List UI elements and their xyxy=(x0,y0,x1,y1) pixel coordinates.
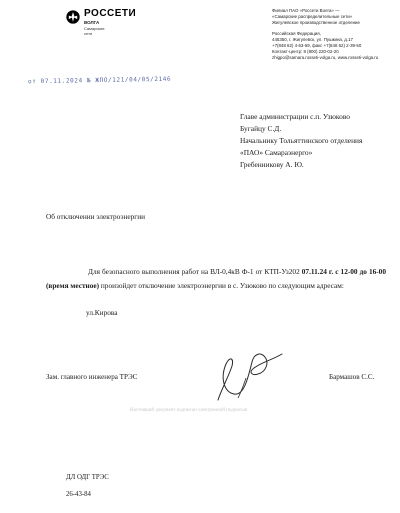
sender-address-line: Российская Федерация, xyxy=(272,30,321,36)
addressee-line: Начальнику Тольяттинского отделения xyxy=(240,136,363,146)
signer-title: Зам. главного инженера ТРЭС xyxy=(46,373,138,381)
footer-department: ДЛ ОДГ ТРЭС xyxy=(66,474,109,481)
faint-text: Настоящий документ подписан электронной подписью xyxy=(130,408,248,413)
footer-phone: 26-43-84 xyxy=(66,491,91,498)
handwritten-signature xyxy=(208,348,286,406)
sender-address-line: 445350, г. Жигулевск, ул. Пушкина, д.17 xyxy=(272,36,353,42)
addressee-line: Гребенникову А. Ю. xyxy=(240,160,304,170)
outage-address: ул.Кирова xyxy=(86,308,118,317)
logo-name: РОССЕТИ xyxy=(84,8,137,19)
rosseti-logo-icon xyxy=(66,10,80,24)
letter-body xyxy=(46,265,386,293)
sender-info xyxy=(272,8,398,62)
addressee-line: Главе администрации с.п. Узюково xyxy=(240,112,350,121)
sender-address-line: +7(848 62) 4-63-59, факс +7(848 62) 2-39-50 xyxy=(272,43,362,49)
body-text-start: Для безопасного выполнения работ на ВЛ-0,4кВ Ф-1 от КТП-Уз202 xyxy=(88,267,302,276)
sender-line: Жигулевское производственное отделение xyxy=(272,20,360,26)
sender-line: «Самарские распределительные сети» xyxy=(272,14,353,20)
logo-tagline: Самарские сети xyxy=(84,26,105,36)
addressee-line: Бугайцу С.Д. xyxy=(240,124,282,134)
registration-number: от 07.11.2024 № ЖПО/121/04/05/2146 xyxy=(27,75,172,86)
sender-line: Филиал ПАО «Россети Волга» — xyxy=(272,8,340,13)
sender-address-line: Контакт-центр: 8 (800) 220-02-20 xyxy=(272,49,339,55)
addressee-line: «ПАО» Самараэнерго» xyxy=(240,148,313,158)
letter-subject: Об отключении электроэнергии xyxy=(46,212,146,221)
addressee-block xyxy=(240,111,362,171)
signer-name: Бармашов С.С. xyxy=(329,373,375,381)
outage-time: 07.11.24 г. с 12-00 до 16-00 (время местное) xyxy=(46,267,386,290)
body-text-end: произойдет отключение электроэнергии в с. Узюково по следующим адресам: xyxy=(99,281,344,290)
logo-region: ВОЛГА xyxy=(84,20,100,25)
sender-address-line: zhigpo@samara.rosseti-volga.ru, www.rosseti-volga.ru xyxy=(272,55,379,61)
